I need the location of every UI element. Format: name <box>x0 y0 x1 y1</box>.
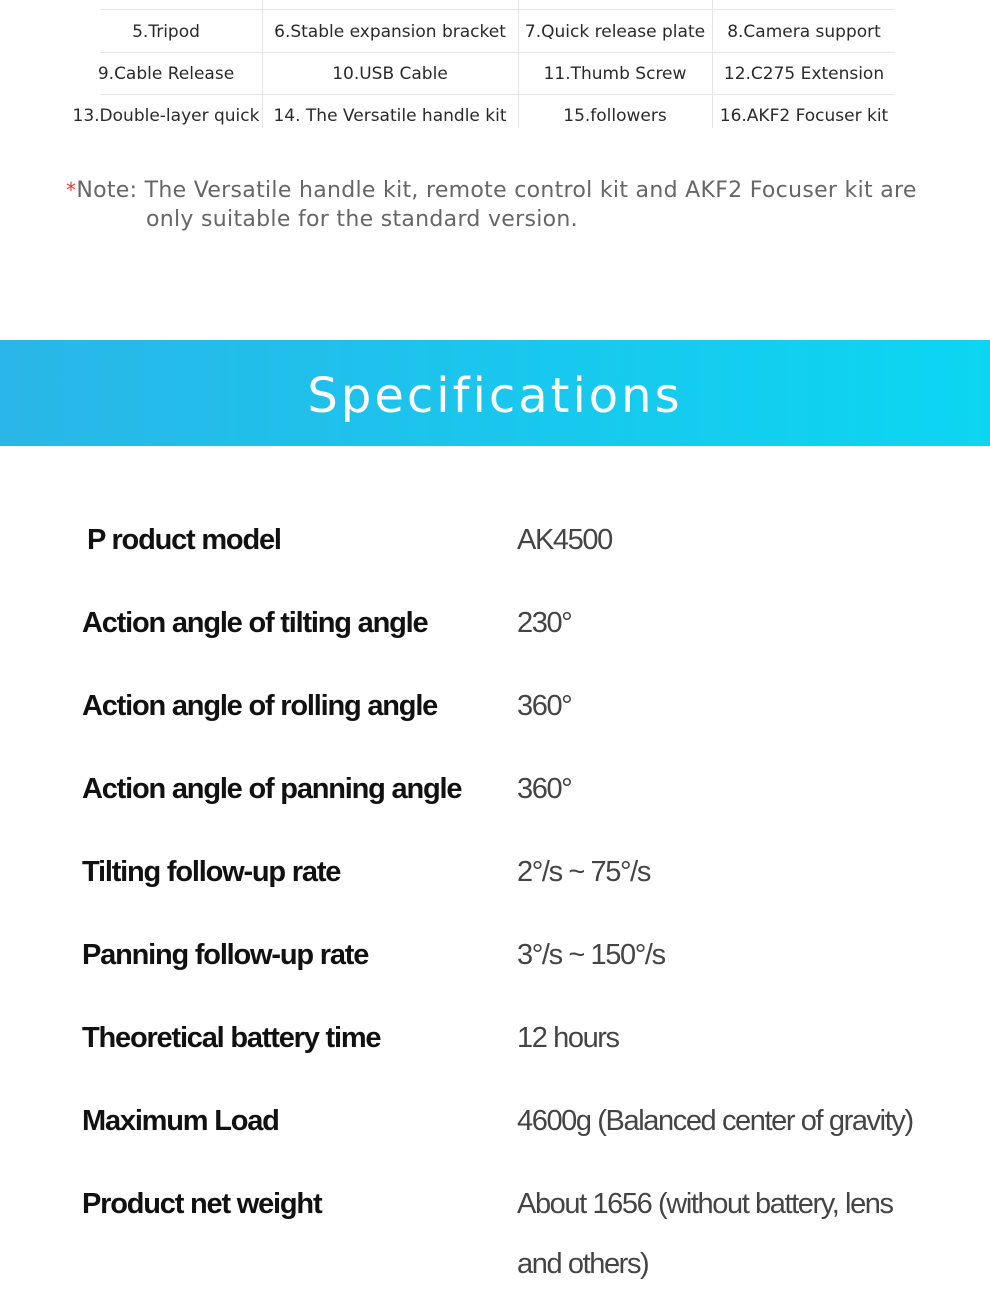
column-divider <box>712 0 713 128</box>
spec-value: 360° <box>517 773 572 805</box>
table-top-border <box>100 9 895 10</box>
section-title: Specifications <box>307 368 683 424</box>
spec-value: 3°/s ~ 150°/s <box>517 939 665 971</box>
version-note <box>66 176 926 234</box>
spec-label: Action angle of tilting angle <box>82 607 428 639</box>
spec-label: Action angle of rolling angle <box>82 690 438 722</box>
column-divider <box>262 0 263 128</box>
table-row <box>70 11 895 53</box>
spec-value: About 1656 (without battery, lens and others) <box>517 1188 893 1280</box>
table-cell: 9.Cable Release <box>97 64 235 84</box>
spec-value: 360° <box>517 690 572 722</box>
table-cell: 12.C275 Extension <box>723 64 885 84</box>
table-cell: 6.Stable expansion bracket <box>274 22 506 42</box>
spec-label: P roduct model <box>87 524 281 556</box>
table-cell: 7.Quick release plate <box>524 22 706 42</box>
spec-value: 2°/s ~ 75°/s <box>517 856 650 888</box>
asterisk-mark: * <box>66 178 77 202</box>
spec-label: Maximum Load <box>82 1105 279 1137</box>
spec-value: AK4500 <box>517 524 612 556</box>
spec-label: Tilting follow-up rate <box>82 856 341 888</box>
table-cell: 11.Thumb Screw <box>543 64 687 84</box>
column-divider <box>518 0 519 128</box>
table-cell: 8.Camera support <box>727 22 881 42</box>
table-cell: 14. The Versatile handle kit <box>273 106 507 126</box>
table-row <box>70 95 895 137</box>
spec-value: 4600g (Balanced center of gravity) <box>517 1105 913 1137</box>
table-cell: 13.Double-layer quick <box>72 106 260 126</box>
table-cell: 10.USB Cable <box>332 64 448 84</box>
spec-label: Panning follow-up rate <box>82 939 369 971</box>
table-cell: 5.Tripod <box>132 22 200 42</box>
note-line-2: only suitable for the standard version. <box>146 207 578 232</box>
table-row <box>70 53 895 95</box>
table-cell: 16.AKF2 Focuser kit <box>719 106 889 126</box>
note-line-1: Note: The Versatile handle kit, remote control kit and AKF2 Focuser kit are <box>76 178 917 203</box>
spec-label: Theoretical battery time <box>82 1022 381 1054</box>
spec-label: Product net weight <box>82 1188 322 1220</box>
table-cell: 15.followers <box>563 106 667 126</box>
spec-label: Action angle of panning angle <box>82 773 462 805</box>
spec-value: 230° <box>517 607 572 639</box>
spec-value: 12 hours <box>517 1022 619 1054</box>
specifications-banner <box>0 340 990 446</box>
